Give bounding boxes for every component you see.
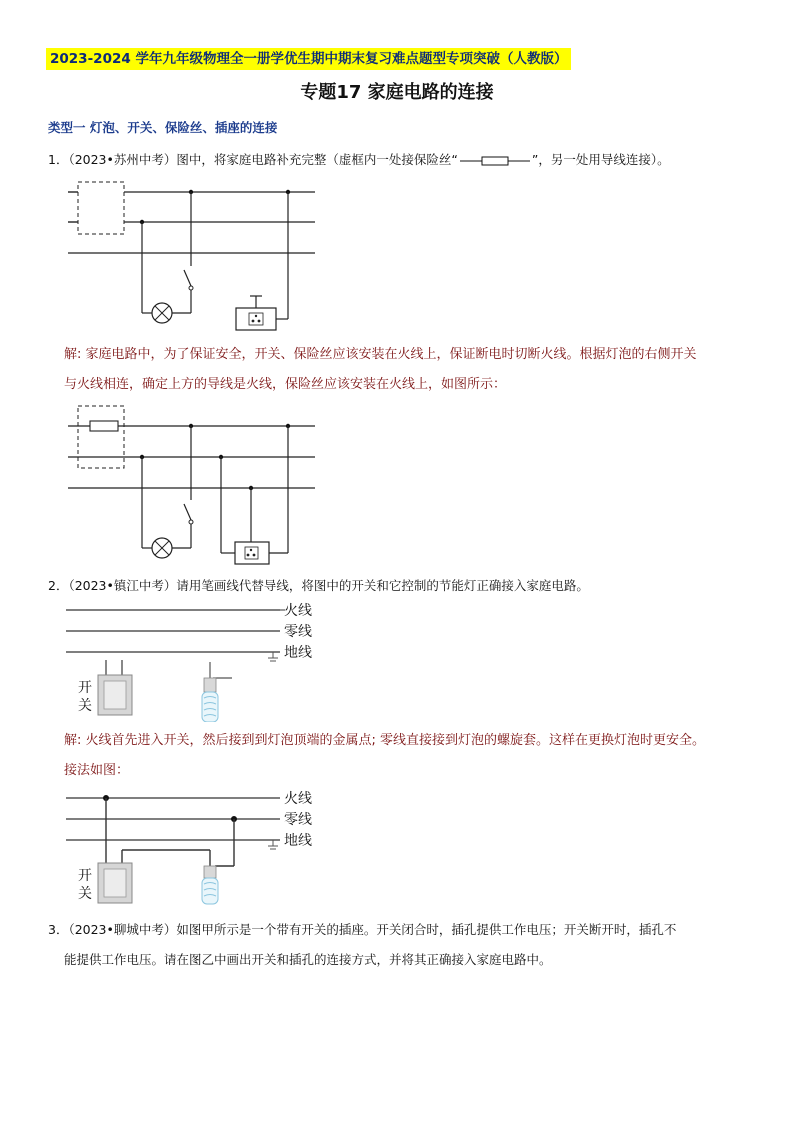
question-3-line-2: 能提供工作电压。请在图乙中画出开关和插孔的连接方式，并将其正确接入家庭电路中。 xyxy=(64,952,552,967)
q2-answer-line-1: 解: 火线首先进入开关，然后接到到灯泡顶端的金属点; 零线直接接到灯泡的螺旋套。这样在更换灯泡时更安全。 xyxy=(64,733,706,748)
document-header: 2023-2024 学年九年级物理全一册学优生期中期末复习难点题型专项突破（人教版） xyxy=(46,48,571,70)
energy-saving-lamp-icon xyxy=(202,866,218,904)
dashed-box xyxy=(78,182,124,234)
fuse-icon xyxy=(90,421,118,431)
wire-label-ground: 地线 xyxy=(284,645,312,661)
section-heading: 类型一 灯泡、开关、保险丝、插座的连接 xyxy=(48,120,278,135)
svg-text:地线: 地线 xyxy=(284,833,312,849)
wire-label-live: 火线 xyxy=(284,603,312,619)
page-title: 专题17 家庭电路的连接 xyxy=(300,82,494,103)
switch-icon xyxy=(189,520,193,524)
switch-icon xyxy=(189,286,193,290)
q2-answer-diagram xyxy=(60,788,340,906)
q2-answer-line-2: 接法如图： xyxy=(64,763,130,778)
svg-text:开: 开 xyxy=(78,868,92,884)
q1-answer-line-2: 与火线相连，确定上方的导线是火线，保险丝应该安装在火线上，如图所示： xyxy=(64,377,507,392)
question-2-text: 2．（2023•镇江中考）请用笔画线代替导线，将图中的开关和它控制的节能灯正确接入家庭电路。 xyxy=(48,578,589,593)
q2-circuit-diagram xyxy=(60,600,340,722)
fuse-symbol-icon xyxy=(460,155,530,167)
switch-label-2: 关 xyxy=(78,698,92,714)
switch-label-1: 开 xyxy=(78,680,92,696)
q1-circuit-diagram xyxy=(60,178,320,338)
q1-answer-line-1: 解: 家庭电路中，为了保证安全，开关、保险丝应该安装在火线上，保证断电时切断火线。根据灯泡的右侧开关 xyxy=(64,347,697,362)
question-3-line-1: 3．（2023•聊城中考）如图甲所示是一个带有开关的插座。开关闭合时，插孔提供工作电压；开关断开时，插孔不 xyxy=(48,922,677,937)
svg-text:关: 关 xyxy=(78,886,92,902)
svg-text:火线: 火线 xyxy=(284,791,312,807)
q1-answer-diagram xyxy=(60,402,320,567)
energy-saving-lamp-icon xyxy=(202,678,218,722)
question-1-text: 1．（2023•苏州中考）图中，将家庭电路补充完整（虚框内一处接保险丝“ ”，另一处用导线连接）。 xyxy=(48,152,670,167)
wire-label-neutral: 零线 xyxy=(284,624,312,640)
svg-text:零线: 零线 xyxy=(284,812,312,828)
